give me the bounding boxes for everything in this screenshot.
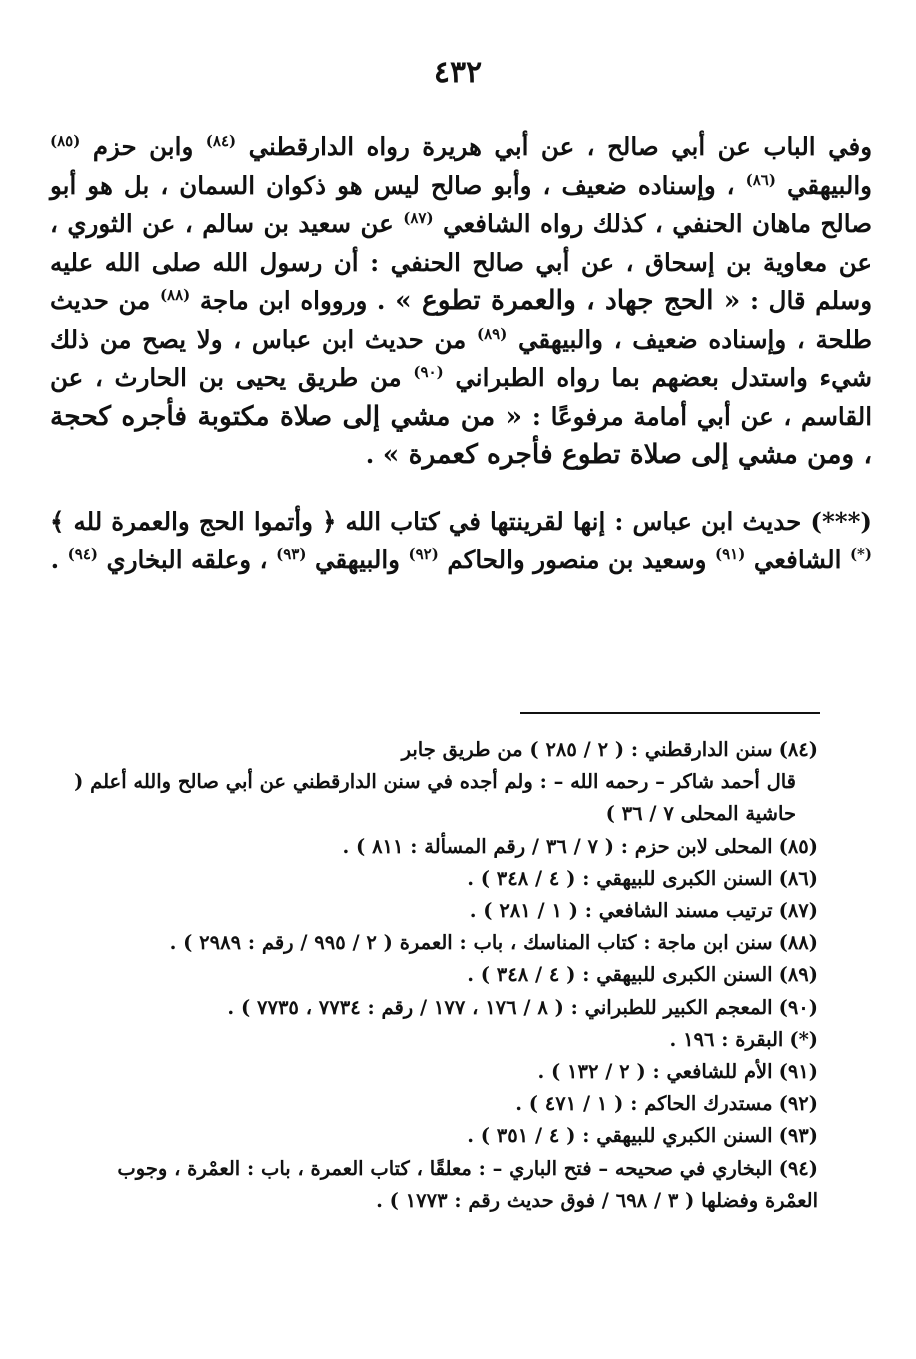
footnote xyxy=(62,927,818,959)
paragraph-hadith-hajj-jihad xyxy=(50,128,872,475)
reference-88: (٨٨) xyxy=(159,285,191,304)
main-text xyxy=(50,128,872,580)
footnote-text: السنن الكبري للبيهقي : ( ٤ / ٣٥١ ) . xyxy=(467,1124,773,1148)
footnote-text: السنن الكبرى للبيهقي : ( ٤ / ٣٤٨ ) . xyxy=(467,963,773,987)
footnote xyxy=(62,1024,818,1056)
footnote-text: سنن ابن ماجة : كتاب المناسك ، باب : العمرة ( ٢ / ٩٩٥ / رقم : ٢٩٨٩ ) . xyxy=(169,931,773,955)
footnote xyxy=(62,959,818,991)
footnote-divider xyxy=(520,712,820,714)
footnote xyxy=(62,766,818,830)
text-run: وفي الباب عن أبي صالح ، عن أبي هريرة رواه الدارقطني xyxy=(248,132,873,161)
reference-94: (٩٤) xyxy=(67,544,99,563)
text-run: . xyxy=(50,545,60,574)
text-run: وسعيد بن منصور والحاكم xyxy=(447,545,707,574)
text-run: الشافعي xyxy=(753,545,842,574)
reference-85: (٨٥) xyxy=(50,131,81,150)
reference-92: (٩٢) xyxy=(408,544,439,563)
footnote-number: (٨٤) xyxy=(778,738,818,761)
footnote xyxy=(62,992,818,1024)
footnote-text: مستدرك الحاكم : ( ١ / ٤٧١ ) . xyxy=(515,1092,773,1116)
footnote-number: (٨٧) xyxy=(778,899,818,923)
footnote-text: سنن الدارقطني : ( ٢ / ٢٨٥ ) من طريق جابر xyxy=(401,738,773,761)
footnote-number: (٨٦) xyxy=(778,866,818,890)
reference-87: (٨٧) xyxy=(403,208,434,227)
text-run: من طريق يحيى بن الحارث ، عن القاسم ، عن أبي أمامة مرفوعًا : xyxy=(50,363,873,431)
footnote-number: (*) xyxy=(789,1027,818,1051)
footnote xyxy=(62,863,818,895)
footnote xyxy=(62,1088,818,1120)
reference-84: (٨٤) xyxy=(205,131,237,150)
text-run: . وروواه ابن ماجة xyxy=(199,286,386,315)
footnote-text: البقرة : ١٩٦ . xyxy=(669,1027,784,1051)
footnote-number: (٩٣) xyxy=(778,1124,818,1148)
reference-93: (٩٣) xyxy=(276,544,307,563)
footnote xyxy=(62,1153,818,1217)
footnote-text: المحلى لابن حزم : ( ٧ / ٣٦ / رقم المسألة : ٨١١ ) . xyxy=(342,834,773,858)
reference-star: (*) xyxy=(849,544,872,563)
page-number: ٤٣٢ xyxy=(433,55,483,90)
footnote-number: (٨٨) xyxy=(778,931,818,955)
footnote xyxy=(62,1056,818,1088)
text-run: عن سعيد بن سالم ، عن الثوري ، عن معاوية بن إسحاق ، عن أبي صالح الحنفي : أن رسول الله صلى الله عليه وسلم قال : xyxy=(50,209,873,315)
reference-89: (٨٩) xyxy=(476,324,508,343)
paragraph-ibn-abbas xyxy=(50,503,872,580)
footnote-text: ترتيب مسند الشافعي : ( ١ / ٢٨١ ) . xyxy=(469,899,773,923)
footnote xyxy=(62,734,818,766)
reference-91: (٩١) xyxy=(715,544,746,563)
text-run: من حديث ابن عباس ، ولا يصح من ذلك شيء واستدل بعضهم بما رواه الطبراني xyxy=(50,324,873,392)
reference-90: (٩٠) xyxy=(413,362,444,381)
text-run: وابن حزم xyxy=(92,132,194,161)
footnote-text: السنن الكبرى للبيهقي : ( ٤ / ٣٤٨ ) . xyxy=(467,866,773,890)
footnote xyxy=(62,831,818,863)
footnote xyxy=(62,895,818,927)
footnote-number: (٨٥) xyxy=(778,834,818,858)
quoted-hadith: « الحج جهاد ، والعمرة تطوع » xyxy=(395,285,741,316)
text-run: من حديث طلحة ، وإسناده ضعيف ، والبيهقي xyxy=(50,286,873,354)
footnote-text: قال أحمد شاكر – رحمه الله – : ولم أجده في سنن الدارقطني عن أبي صالح والله أعلم ( حاشية المحلى ٧ / ٣٦ ) xyxy=(74,770,796,826)
footnote-number: (٨٩) xyxy=(778,963,818,987)
text-run: . xyxy=(365,440,375,469)
text-run: والبيهقي xyxy=(787,170,872,200)
text-run: ، وإسناده ضعيف ، وأبو صالح ليس هو ذكوان السمان ، بل هو أبو صالح ماهان الحنفي ، كذلك رواه الشافعي xyxy=(50,170,872,238)
text-run: والبيهقي xyxy=(314,545,400,574)
footnote-text: الأم للشافعي : ( ٢ / ١٣٢ ) . xyxy=(537,1060,773,1084)
footnote-text: البخاري في صحيحه – فتح الباري – : معلقًا ، كتاب العمرة ، باب : العمْرة ، وجوب العمْرة وفضلها ( ٣ / ٦٩٨ / فوق حديث رقم : ١٧٧٣ ) . xyxy=(117,1156,818,1212)
footnote xyxy=(62,1120,818,1152)
text-run: ، وعلقه البخاري xyxy=(106,545,268,574)
footnote-number: (٩٤) xyxy=(778,1156,818,1180)
footnotes xyxy=(62,734,818,1217)
reference-86: (٨٦) xyxy=(745,170,776,189)
footnote-number: (٩٢) xyxy=(778,1092,818,1116)
quoted-hadith: « من مشي إلى صلاة مكتوبة فأجره كحجة ، ومن مشي إلى صلاة تطوع فأجره كعمرة » xyxy=(50,400,872,470)
footnote-number: (٩٠) xyxy=(778,995,818,1019)
footnote-number: (٩١) xyxy=(778,1060,818,1084)
text-run: (***) حديث ابن عباس : إنها لقرينتها في كتاب الله ﴿ وأتموا الحج والعمرة لله ﴾ xyxy=(50,506,872,536)
footnote-text: المعجم الكبير للطبراني : ( ٨ / ١٧٦ ، ١٧٧ / رقم : ٧٧٣٤ ، ٧٧٣٥ ) . xyxy=(227,995,773,1019)
